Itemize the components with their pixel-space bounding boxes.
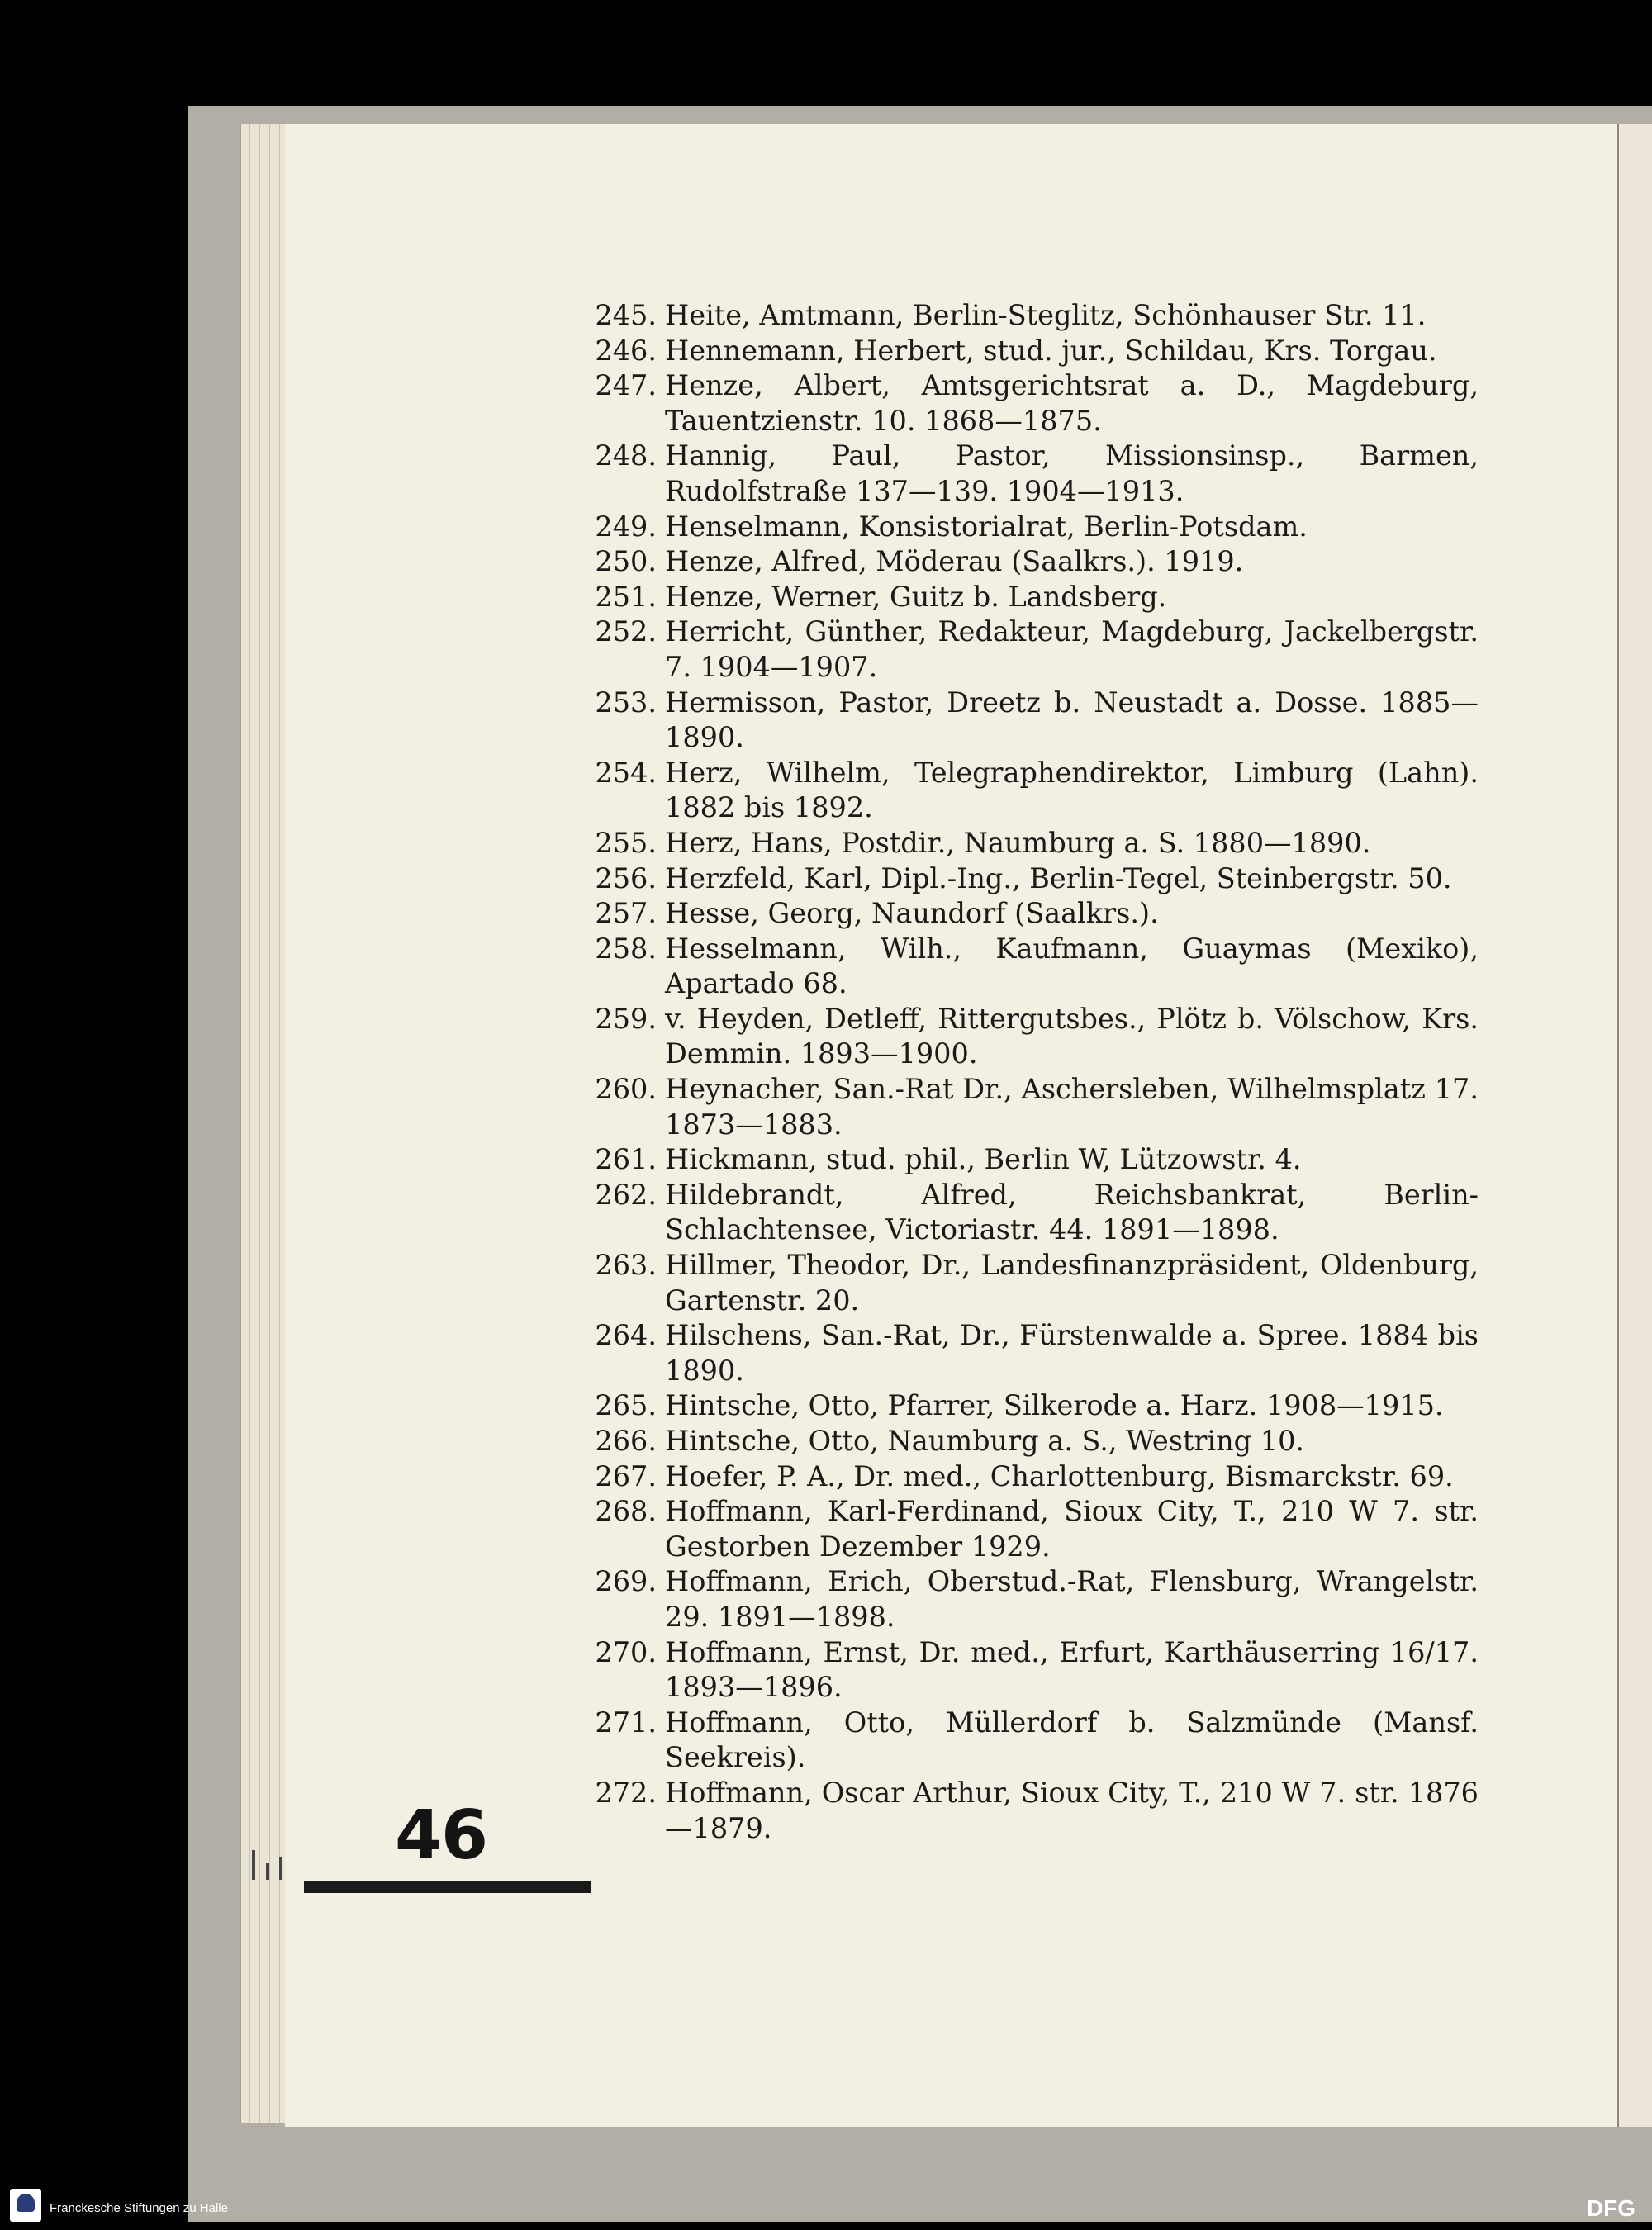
- entry-number: 252.: [595, 615, 657, 648]
- list-item: [578, 1424, 1479, 1459]
- entry-number: 259.: [595, 1002, 657, 1035]
- list-item: [578, 580, 1479, 615]
- entry-number: 254.: [595, 756, 657, 789]
- list-item: [578, 1248, 1479, 1318]
- entry-number: 245.: [595, 299, 657, 331]
- entry-number: 269.: [595, 1565, 657, 1598]
- entry-number: 255.: [595, 826, 657, 859]
- entry-text: Herzfeld, Karl, Dipl.-Ing., Berlin-Tegel, Steinbergstr. 50.: [665, 861, 1452, 894]
- entry-text: Hannig, Paul, Pastor, Missionsinsp., Barmen, Rudolfstraße 137—139. 1904—1913.: [665, 439, 1479, 507]
- entry-text: Hermisson, Pastor, Dreetz b. Neustadt a. Dosse. 1885—1890.: [665, 686, 1479, 754]
- list-item: [578, 1564, 1479, 1635]
- entry-text: Hillmer, Theodor, Dr., Landesfinanzpräsident, Oldenburg, Gartenstr. 20.: [665, 1249, 1479, 1317]
- entry-number: 246.: [595, 334, 657, 367]
- entry-text: Hoffmann, Karl-Ferdinand, Sioux City, T., 210 W 7. str. Gestorben Dezember 1929.: [665, 1495, 1479, 1563]
- entry-number: 263.: [595, 1249, 657, 1282]
- entry-number: 251.: [595, 580, 657, 613]
- list-item: [578, 826, 1479, 861]
- list-item: [578, 1635, 1479, 1706]
- entry-number: 265.: [595, 1389, 657, 1422]
- entry-number: 256.: [595, 861, 657, 894]
- list-item: [578, 1494, 1479, 1564]
- list-item: [578, 544, 1479, 580]
- list-item: [578, 861, 1479, 897]
- list-item: [578, 334, 1479, 369]
- page-edge-mark: [252, 1850, 255, 1880]
- entry-text: Hildebrandt, Alfred, Reichsbankrat, Berlin-Schlachtensee, Victoriastr. 44. 1891—1898.: [665, 1178, 1479, 1246]
- entry-text: Hennemann, Herbert, stud. jur., Schildau, Krs. Torgau.: [665, 334, 1437, 367]
- list-item: [578, 614, 1479, 685]
- entry-text: Hesselmann, Wilh., Kaufmann, Guaymas (Mexiko), Apartado 68.: [665, 932, 1479, 1000]
- dfg-logo: DFG: [1586, 2195, 1635, 2221]
- entry-text: Hintsche, Otto, Naumburg a. S., Westring 10.: [665, 1425, 1305, 1457]
- entry-text: Heynacher, San.-Rat Dr., Aschersleben, Wilhelmsplatz 17. 1873—1883.: [665, 1073, 1479, 1141]
- entry-number: 248.: [595, 439, 657, 472]
- entry-number: 272.: [595, 1776, 657, 1809]
- list-item: [578, 686, 1479, 756]
- list-item: [578, 756, 1479, 826]
- list-item: [578, 1002, 1479, 1072]
- entry-text: v. Heyden, Detleff, Rittergutsbes., Plötz b. Völschow, Krs. Demmin. 1893—1900.: [665, 1002, 1479, 1070]
- list-item: [578, 1459, 1479, 1495]
- entry-text: Henze, Albert, Amtsgerichtsrat a. D., Magdeburg, Tauentzienstr. 10. 1868—1875.: [665, 369, 1479, 437]
- entry-number: 260.: [595, 1073, 657, 1106]
- page-edge-mark: [266, 1863, 269, 1880]
- entry-text: Herz, Hans, Postdir., Naumburg a. S. 1880—1890.: [665, 826, 1371, 859]
- page-edge-mark: [279, 1857, 282, 1880]
- entry-text: Henze, Werner, Guitz b. Landsberg.: [665, 580, 1167, 613]
- entry-text: Hickmann, stud. phil., Berlin W, Lützowstr. 4.: [665, 1143, 1302, 1176]
- list-item: [578, 896, 1479, 932]
- list-item: [578, 1318, 1479, 1388]
- entry-text: Hoefer, P. A., Dr. med., Charlottenburg, Bismarckstr. 69.: [665, 1459, 1454, 1492]
- entry-number: 258.: [595, 932, 657, 965]
- institution-logo-icon: [10, 2189, 41, 2222]
- entry-text: Hesse, Georg, Naundorf (Saalkrs.).: [665, 897, 1159, 930]
- entry-number: 250.: [595, 545, 657, 578]
- list-item: [578, 439, 1479, 509]
- entry-number: 262.: [595, 1178, 657, 1211]
- list-item: [578, 368, 1479, 439]
- list-item: [578, 1142, 1479, 1178]
- entry-text: Hilschens, San.-Rat, Dr., Fürstenwalde a. Spree. 1884 bis 1890.: [665, 1319, 1479, 1387]
- entry-text: Hintsche, Otto, Pfarrer, Silkerode a. Harz. 1908—1915.: [665, 1389, 1444, 1422]
- list-item: [578, 298, 1479, 334]
- entry-number: 264.: [595, 1319, 657, 1352]
- entry-text: Hoffmann, Erich, Oberstud.-Rat, Flensburg, Wrangelstr. 29. 1891—1898.: [665, 1565, 1479, 1633]
- institution-label: Franckesche Stiftungen zu Halle: [50, 2201, 228, 2215]
- entry-number: 253.: [595, 686, 657, 719]
- entry-number: 268.: [595, 1495, 657, 1528]
- entry-text: Henselmann, Konsistorialrat, Berlin-Potsdam.: [665, 510, 1308, 543]
- page-number: 46: [395, 1796, 488, 1875]
- entry-number: 267.: [595, 1459, 657, 1492]
- entry-list: [578, 298, 1479, 1846]
- page-number-rule: [304, 1881, 591, 1893]
- entry-text: Hoffmann, Otto, Müllerdorf b. Salzmünde (Mansf. Seekreis).: [665, 1706, 1479, 1774]
- entry-number: 270.: [595, 1635, 657, 1668]
- entry-number: 247.: [595, 369, 657, 402]
- list-item: [578, 1776, 1479, 1846]
- entry-number: 271.: [595, 1706, 657, 1739]
- list-item: [578, 932, 1479, 1002]
- entry-number: 261.: [595, 1143, 657, 1176]
- entry-text: Henze, Alfred, Möderau (Saalkrs.). 1919.: [665, 545, 1244, 578]
- entry-text: Heite, Amtmann, Berlin-Steglitz, Schönhauser Str. 11.: [665, 299, 1427, 331]
- entry-text: Hoffmann, Ernst, Dr. med., Erfurt, Karthäuserring 16/17. 1893—1896.: [665, 1635, 1479, 1704]
- footer-bar: [0, 2222, 1652, 2230]
- list-item: [578, 510, 1479, 545]
- entry-text: Herz, Wilhelm, Telegraphendirektor, Limburg (Lahn). 1882 bis 1892.: [665, 756, 1479, 824]
- entry-text: Hoffmann, Oscar Arthur, Sioux City, T., 210 W 7. str. 1876—1879.: [665, 1776, 1479, 1844]
- entry-number: 257.: [595, 897, 657, 930]
- list-item: [578, 1706, 1479, 1776]
- list-item: [578, 1178, 1479, 1248]
- entry-number: 266.: [595, 1425, 657, 1457]
- list-item: [578, 1388, 1479, 1424]
- entry-number: 249.: [595, 510, 657, 543]
- entry-text: Herricht, Günther, Redakteur, Magdeburg, Jackelbergstr. 7. 1904—1907.: [665, 615, 1479, 683]
- facing-page-edge: [1617, 124, 1652, 2127]
- list-item: [578, 1072, 1479, 1142]
